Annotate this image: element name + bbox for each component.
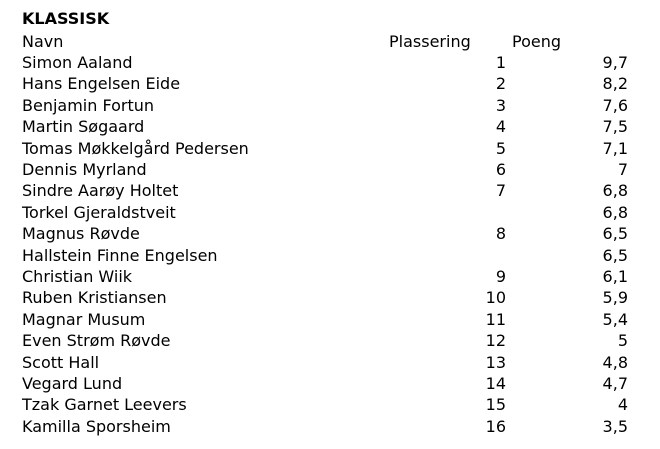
row-name: Tomas Møkkelgård Pedersen [22,138,249,158]
row-name: Kamilla Sporsheim [22,416,171,436]
row-place: 16 [485,416,506,436]
table-row [0,266,660,287]
row-points: 3,5 [602,416,628,436]
row-place: 14 [485,374,506,393]
table-row [0,245,660,266]
table-row [0,416,660,437]
row-name: Torkel Gjeraldstveit [22,202,176,222]
row-name: Even Strøm Røvde [22,331,171,351]
table-row [0,309,660,330]
table-row [0,138,660,159]
row-points: 4 [617,395,628,415]
row-name: Christian Wiik [22,267,133,286]
sheet-title: KLASSISK [22,9,110,28]
row-place: 6 [495,160,506,179]
row-points: 7,1 [602,138,628,158]
row-place: 11 [485,309,506,329]
row-name: Martin Søgaard [22,117,145,137]
row-name: Sindre Aarøy Holtet [22,181,179,201]
row-name: Tzak Garnet Leevers [22,395,187,415]
row-name: Magnar Musum [22,309,146,329]
header-name: Navn [22,32,64,51]
row-place: 4 [495,117,506,137]
row-place: 8 [495,224,506,244]
row-place: 13 [485,352,506,372]
table-row [0,223,660,244]
table-row [0,330,660,351]
row-points: 8,2 [602,74,628,94]
table-row [0,202,660,223]
table-row [0,180,660,201]
table-row [0,373,660,394]
table-row [0,352,660,373]
row-points: 6,5 [602,224,628,244]
row-name: Magnus Røvde [22,224,140,244]
row-name: Dennis Myrland [22,160,147,179]
row-name: Vegard Lund [22,374,123,393]
table-row [0,52,660,73]
table-row [0,287,660,308]
table-row [0,95,660,116]
row-name: Hans Engelsen Eide [22,74,181,94]
row-name: Ruben Kristiansen [22,288,167,308]
row-place: 2 [495,74,506,94]
table-row [0,73,660,94]
row-place: 12 [485,331,506,351]
row-points: 6,1 [602,267,628,286]
row-place: 15 [485,395,506,415]
row-name: Hallstein Finne Engelsen [22,245,218,265]
row-points: 7,6 [602,95,628,115]
row-place: 9 [495,267,506,286]
row-place: 10 [485,288,506,308]
header-row [0,31,660,52]
row-place: 3 [495,95,506,115]
table-row [0,394,660,415]
row-points: 7,5 [602,117,628,137]
row-name: Benjamin Fortun [22,95,155,115]
row-place: 7 [495,181,506,201]
row-points: 5 [617,331,628,351]
row-points: 7 [617,160,628,179]
row-place: 1 [495,53,506,72]
row-points: 6,8 [602,202,628,222]
row-place: 5 [495,138,506,158]
header-place: Plassering [389,32,471,51]
row-points: 6,5 [602,245,628,265]
row-points: 9,7 [602,53,628,72]
row-points: 5,9 [602,288,628,308]
row-name: Scott Hall [22,352,100,372]
row-points: 4,7 [602,374,628,393]
row-points: 6,8 [602,181,628,201]
header-points: Poeng [512,32,562,51]
table-row [0,159,660,180]
row-points: 4,8 [602,352,628,372]
row-points: 5,4 [602,309,628,329]
row-name: Simon Aaland [22,53,133,72]
table-row [0,116,660,137]
